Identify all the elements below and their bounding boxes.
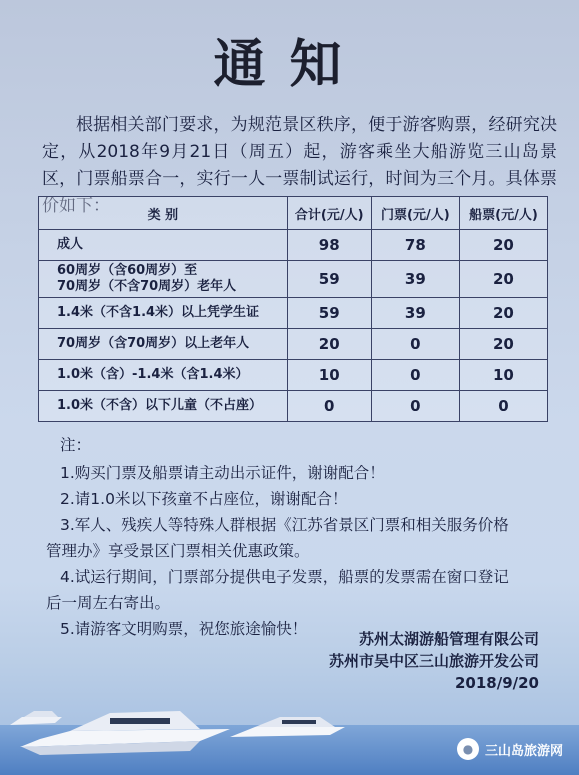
row-ticket: 0 <box>371 360 459 391</box>
row-boat: 20 <box>459 230 547 261</box>
row-total: 98 <box>287 230 371 261</box>
row-ticket: 0 <box>371 329 459 360</box>
table-row <box>39 261 548 298</box>
intro-paragraph: 根据相关部门要求，为规范景区秩序，便于游客购票，经研究决定，从2018年9月21日（周五）起，游客乘坐大船游览三山岛景区，门票船票合一，实行一人一票制试运行，时间为三个月。具体票价如下： <box>42 115 557 216</box>
row-ticket: 0 <box>371 391 459 422</box>
row-ticket: 78 <box>371 230 459 261</box>
notice-title: 通知 <box>213 35 366 95</box>
org-name-1: 苏州太湖游船管理有限公司 <box>358 630 539 648</box>
table-row <box>39 360 548 391</box>
note-item: 5.请游客文明购票，祝您旅途愉快！ <box>60 620 308 638</box>
table-row <box>39 230 548 261</box>
note-item: 4.试运行期间，门票部分提供电子发票，船票的发票需在窗口登记 <box>60 568 509 586</box>
row-boat: 20 <box>459 298 547 329</box>
note-item-continuation: 管理办》享受景区门票相关优惠政策。 <box>46 542 310 560</box>
row-ticket: 39 <box>371 261 459 298</box>
header-total: 合计(元/人) <box>287 197 371 230</box>
notes-heading: 注： <box>60 436 92 454</box>
row-boat: 20 <box>459 329 547 360</box>
table-row <box>39 391 548 422</box>
row-category: 1.0米（不含）以下儿童（不占座） <box>39 391 288 422</box>
note-item: 3.军人、残疾人等特殊人群根据《江苏省景区门票和相关服务价格 <box>60 516 509 534</box>
row-category: 1.4米（不含1.4米）以上凭学生证 <box>39 298 288 329</box>
row-boat: 0 <box>459 391 547 422</box>
yacht-small-2 <box>10 711 62 725</box>
row-category: 70周岁（含70周岁）以上老年人 <box>39 329 288 360</box>
row-category: 60周岁（含60周岁）至 70周岁（不含70周岁）老年人 <box>39 261 288 298</box>
table-header-row <box>39 197 548 230</box>
table-row <box>39 329 548 360</box>
note-item: 2.请1.0米以下孩童不占座位，谢谢配合！ <box>60 490 348 508</box>
row-ticket: 39 <box>371 298 459 329</box>
row-category: 1.0米（含）-1.4米（含1.4米） <box>39 360 288 391</box>
watermark <box>457 738 563 760</box>
note-item: 1.购买门票及船票请主动出示证件，谢谢配合！ <box>60 464 385 482</box>
row-boat: 20 <box>459 261 547 298</box>
row-total: 10 <box>287 360 371 391</box>
row-category: 成人 <box>39 230 288 261</box>
notice-date: 2018/9/20 <box>454 674 539 692</box>
row-total: 20 <box>287 329 371 360</box>
table-row <box>39 298 548 329</box>
note-item-continuation: 后一周左右寄出。 <box>46 594 171 612</box>
row-total: 0 <box>287 391 371 422</box>
row-total: 59 <box>287 261 371 298</box>
price-table <box>38 196 548 422</box>
notes-section <box>46 432 551 642</box>
boats-illustration <box>0 685 579 775</box>
watermark-text: 三山岛旅游网 <box>484 743 563 759</box>
header-ticket: 门票(元/人) <box>371 197 459 230</box>
header-category: 类 别 <box>39 197 288 230</box>
header-boat: 船票(元/人) <box>459 197 547 230</box>
org-name-2: 苏州市吴中区三山旅游开发公司 <box>328 652 539 670</box>
row-total: 59 <box>287 298 371 329</box>
row-boat: 10 <box>459 360 547 391</box>
wechat-icon: ● <box>457 738 479 760</box>
